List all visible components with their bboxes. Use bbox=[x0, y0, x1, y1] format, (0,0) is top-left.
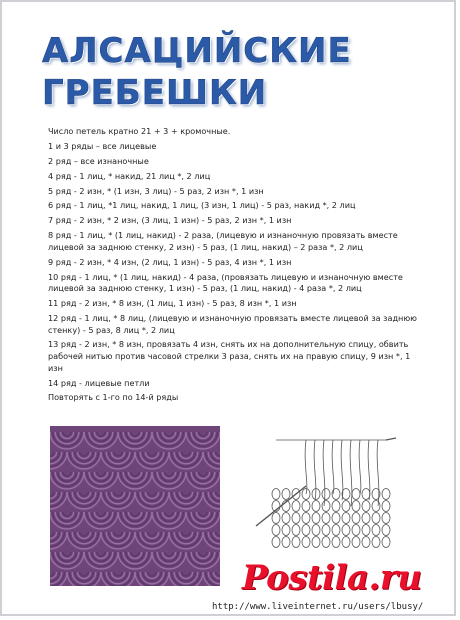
instruction-line: 6 ряд - 1 лиц, *1 лиц, накид, 1 лиц, (3 изн, 1 лиц) - 5 раз, накид *, 2 лиц bbox=[48, 200, 356, 211]
instruction-line: 8 ряд - 1 лиц, * (1 лиц, накид) - 2 раза, (лицевую и изнаночную провязать вместе лицевой за заднюю стенку, 2 изн) - 5 раз, (1 лиц, накид) – 2 раза *, 2 лиц bbox=[48, 230, 398, 252]
knit-texture bbox=[50, 426, 220, 586]
knitting-diagram bbox=[236, 434, 408, 558]
instruction-line: 9 ряд - 2 изн, * 4 изн, (2 лиц, 1 изн) - 5 раз, 4 изн *, 1 изн bbox=[48, 256, 292, 267]
title-line-1: АЛСАЦИЙСКИЕ bbox=[42, 31, 352, 71]
knitted-sample-photo bbox=[50, 426, 220, 586]
instruction-line: 14 ряд - лицевые петли bbox=[48, 377, 150, 388]
instruction-line: Число петель кратно 21 + 3 + кромочные. bbox=[48, 126, 231, 136]
needle-left bbox=[256, 486, 306, 526]
instruction-line: 4 ряд - 1 лиц, * накид, 21 лиц *, 2 лиц bbox=[48, 170, 211, 181]
instruction-line: Повторять с 1-го по 14-й ряды bbox=[48, 392, 179, 403]
title-line-2: ГРЕБЕШКИ bbox=[42, 73, 268, 113]
instruction-line: 1 и 3 ряды – все лицевые bbox=[48, 140, 157, 151]
instruction-line: 12 ряд - 1 лиц, * 8 лиц, (лицевую и изнаночную провязать вместе лицевой за заднюю стенку) - 5 раз, 8 лиц *, 2 лиц bbox=[48, 312, 417, 335]
instruction-line: 7 ряд - 2 изн, * 2 изн, (3 лиц, 1 изн) - 5 раз, 2 изн *, 1 изн bbox=[48, 215, 292, 226]
source-url: http://www.liveinternet.ru/users/lbusy/ bbox=[212, 602, 424, 612]
page-title bbox=[42, 30, 352, 114]
instruction-line: 2 ряд – все изнаночные bbox=[48, 155, 149, 166]
instruction-line: 5 ряд - 2 изн, * (1 изн, 3 лиц) - 5 раз, 2 изн *, 1 изн bbox=[48, 185, 264, 196]
instruction-line: 13 ряд - 2 изн, * 8 изн, провязать 4 изн, снять их на дополнительную спицу, обвить рабочей нитью против часовой стрелки 3 раза, снять их на правую спицу, 9 изн *, 1 изн bbox=[48, 339, 411, 373]
instruction-line: 11 ряд - 2 изн, * 8 изн, (1 лиц, 1 изн) - 5 раз, 8 изн *, 1 изн bbox=[48, 298, 297, 309]
postila-watermark: Postila.ru bbox=[242, 558, 422, 598]
instruction-line: 10 ряд - 1 лиц, * (1 лиц, накид) - 4 раза, (провязать лицевую и изнаночную вместе лицевой за заднюю стенку, 1 изн) - 5 раз, (1 лиц, накид) - 4 раза *, 2 лиц bbox=[48, 271, 403, 294]
pattern-instructions bbox=[48, 126, 420, 407]
